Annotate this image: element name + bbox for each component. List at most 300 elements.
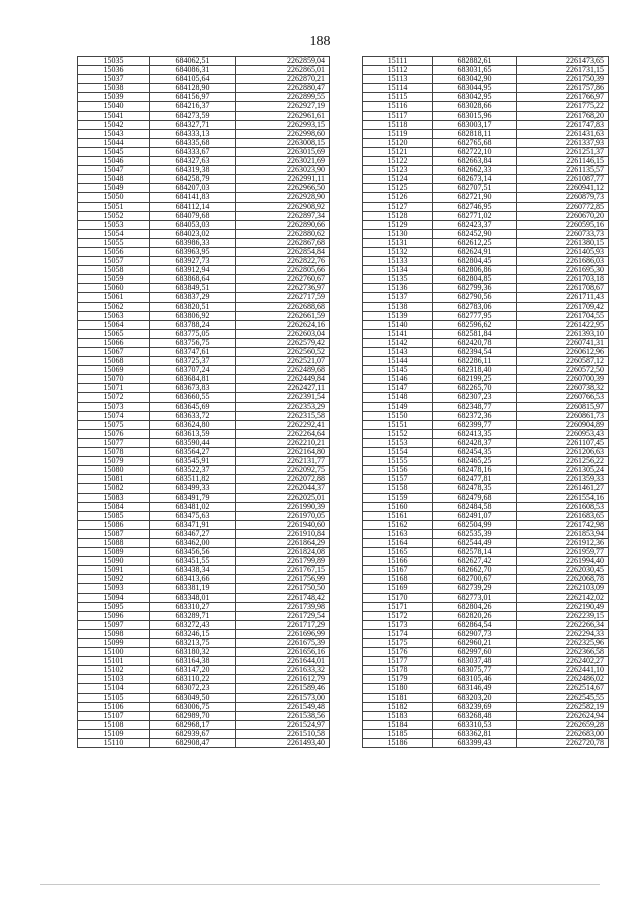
x-coordinate-cell: 682581,84 — [433, 329, 517, 338]
y-coordinate-cell: 2262870,21 — [236, 75, 330, 84]
point-number-cell: 15054 — [78, 229, 150, 238]
x-coordinate-cell: 682624,91 — [433, 247, 517, 256]
table-row — [78, 184, 330, 193]
x-coordinate-cell: 683788,24 — [150, 320, 236, 329]
point-number-cell: 15151 — [363, 420, 433, 429]
x-coordinate-cell: 683912,94 — [150, 266, 236, 275]
x-coordinate-cell: 682790,56 — [433, 293, 517, 302]
x-coordinate-cell: 683451,55 — [150, 557, 236, 566]
point-number-cell: 15165 — [363, 548, 433, 557]
point-number-cell: 15076 — [78, 429, 150, 438]
point-number-cell: 15045 — [78, 147, 150, 156]
y-coordinate-cell: 2262325,96 — [517, 639, 609, 648]
table-row — [363, 620, 609, 629]
x-coordinate-cell: 683003,17 — [433, 120, 517, 129]
point-number-cell: 15094 — [78, 593, 150, 602]
x-coordinate-cell: 683037,48 — [433, 657, 517, 666]
table-row — [363, 129, 609, 138]
table-row — [78, 520, 330, 529]
point-number-cell: 15141 — [363, 329, 433, 338]
x-coordinate-cell: 683522,37 — [150, 466, 236, 475]
point-number-cell: 15136 — [363, 284, 433, 293]
x-coordinate-cell: 683775,05 — [150, 329, 236, 338]
point-number-cell: 15035 — [78, 57, 150, 66]
table-row — [363, 711, 609, 720]
point-number-cell: 15169 — [363, 584, 433, 593]
x-coordinate-cell: 682484,58 — [433, 502, 517, 511]
y-coordinate-cell: 2260572,50 — [517, 366, 609, 375]
point-number-cell: 15111 — [363, 57, 433, 66]
x-coordinate-cell: 682968,17 — [150, 720, 236, 729]
table-row — [78, 166, 330, 175]
x-coordinate-cell: 684112,14 — [150, 202, 236, 211]
point-number-cell: 15085 — [78, 511, 150, 520]
y-coordinate-cell: 2262865,01 — [236, 66, 330, 75]
y-coordinate-cell: 2262315,58 — [236, 411, 330, 420]
point-number-cell: 15047 — [78, 166, 150, 175]
point-number-cell: 15118 — [363, 120, 433, 129]
point-number-cell: 15162 — [363, 520, 433, 529]
y-coordinate-cell: 2262966,50 — [236, 184, 330, 193]
y-coordinate-cell: 2260733,73 — [517, 229, 609, 238]
y-coordinate-cell: 2262624,16 — [236, 320, 330, 329]
point-number-cell: 15137 — [363, 293, 433, 302]
x-coordinate-cell: 684023,02 — [150, 229, 236, 238]
y-coordinate-cell: 2262880,47 — [236, 84, 330, 93]
y-coordinate-cell: 2261686,03 — [517, 257, 609, 266]
point-number-cell: 15096 — [78, 611, 150, 620]
y-coordinate-cell: 2261573,00 — [236, 693, 330, 702]
y-coordinate-cell: 2262867,68 — [236, 238, 330, 247]
point-number-cell: 15072 — [78, 393, 150, 402]
point-number-cell: 15088 — [78, 538, 150, 547]
y-coordinate-cell: 2261633,32 — [236, 666, 330, 675]
y-coordinate-cell: 2260904,89 — [517, 420, 609, 429]
point-number-cell: 15146 — [363, 375, 433, 384]
point-number-cell: 15155 — [363, 457, 433, 466]
table-row — [363, 657, 609, 666]
x-coordinate-cell: 683756,75 — [150, 338, 236, 347]
table-row — [78, 175, 330, 184]
table-row — [363, 211, 609, 220]
table-row — [363, 75, 609, 84]
point-number-cell: 15115 — [363, 93, 433, 102]
x-coordinate-cell: 682399,77 — [433, 420, 517, 429]
x-coordinate-cell: 682478,35 — [433, 484, 517, 493]
point-number-cell: 15153 — [363, 438, 433, 447]
table-row — [363, 438, 609, 447]
y-coordinate-cell: 2262266,34 — [517, 620, 609, 629]
point-number-cell: 15092 — [78, 575, 150, 584]
y-coordinate-cell: 2262927,19 — [236, 102, 330, 111]
y-coordinate-cell: 2261731,15 — [517, 66, 609, 75]
x-coordinate-cell: 683613,59 — [150, 429, 236, 438]
y-coordinate-cell: 2262239,15 — [517, 611, 609, 620]
point-number-cell: 15043 — [78, 129, 150, 138]
point-number-cell: 15039 — [78, 93, 150, 102]
coordinate-table-left — [77, 56, 330, 748]
point-number-cell: 15185 — [363, 729, 433, 738]
x-coordinate-cell: 683986,33 — [150, 238, 236, 247]
y-coordinate-cell: 2261695,30 — [517, 266, 609, 275]
x-coordinate-cell: 683806,92 — [150, 311, 236, 320]
x-coordinate-cell: 683849,51 — [150, 284, 236, 293]
table-row — [78, 720, 330, 729]
point-number-cell: 15163 — [363, 529, 433, 538]
y-coordinate-cell: 2262805,66 — [236, 266, 330, 275]
table-row — [78, 438, 330, 447]
y-coordinate-cell: 2262545,55 — [517, 693, 609, 702]
x-coordinate-cell: 682413,35 — [433, 429, 517, 438]
y-coordinate-cell: 2262683,00 — [517, 729, 609, 738]
x-coordinate-cell: 683075,77 — [433, 666, 517, 675]
x-coordinate-cell: 684079,68 — [150, 211, 236, 220]
y-coordinate-cell: 2262560,52 — [236, 348, 330, 357]
point-number-cell: 15053 — [78, 220, 150, 229]
table-row — [363, 402, 609, 411]
y-coordinate-cell: 2261990,39 — [236, 502, 330, 511]
x-coordinate-cell: 682428,37 — [433, 438, 517, 447]
table-row — [363, 538, 609, 547]
x-coordinate-cell: 683471,91 — [150, 520, 236, 529]
point-number-cell: 15064 — [78, 320, 150, 329]
table-row — [78, 366, 330, 375]
y-coordinate-cell: 2262859,04 — [236, 57, 330, 66]
y-coordinate-cell: 2262030,45 — [517, 566, 609, 575]
y-coordinate-cell: 2263008,15 — [236, 138, 330, 147]
point-number-cell: 15116 — [363, 102, 433, 111]
table-row — [78, 711, 330, 720]
y-coordinate-cell: 2262391,54 — [236, 393, 330, 402]
y-coordinate-cell: 2262991,11 — [236, 175, 330, 184]
point-number-cell: 15158 — [363, 484, 433, 493]
x-coordinate-cell: 682804,26 — [433, 602, 517, 611]
point-number-cell: 15147 — [363, 384, 433, 393]
point-number-cell: 15143 — [363, 348, 433, 357]
table-row — [363, 675, 609, 684]
point-number-cell: 15180 — [363, 684, 433, 693]
y-coordinate-cell: 2262624,94 — [517, 711, 609, 720]
x-coordinate-cell: 682662,70 — [433, 566, 517, 575]
y-coordinate-cell: 2262688,68 — [236, 302, 330, 311]
table-row — [78, 429, 330, 438]
y-coordinate-cell: 2261589,46 — [236, 684, 330, 693]
y-coordinate-cell: 2261549,48 — [236, 702, 330, 711]
point-number-cell: 15144 — [363, 357, 433, 366]
x-coordinate-cell: 683747,61 — [150, 348, 236, 357]
table-row — [363, 648, 609, 657]
point-number-cell: 15170 — [363, 593, 433, 602]
x-coordinate-cell: 682286,11 — [433, 357, 517, 366]
table-row — [363, 729, 609, 738]
x-coordinate-cell: 684333,67 — [150, 147, 236, 156]
table-row — [78, 157, 330, 166]
y-coordinate-cell: 2262441,10 — [517, 666, 609, 675]
x-coordinate-cell: 683673,83 — [150, 384, 236, 393]
y-coordinate-cell: 2261959,77 — [517, 548, 609, 557]
table-row — [78, 329, 330, 338]
x-coordinate-cell: 683633,72 — [150, 411, 236, 420]
x-coordinate-cell: 682773,01 — [433, 593, 517, 602]
table-row — [363, 466, 609, 475]
x-coordinate-cell: 683348,01 — [150, 593, 236, 602]
point-number-cell: 15110 — [78, 739, 150, 748]
x-coordinate-cell: 683868,64 — [150, 275, 236, 284]
table-row — [78, 138, 330, 147]
table-row — [363, 138, 609, 147]
table-row — [78, 702, 330, 711]
x-coordinate-cell: 683246,15 — [150, 629, 236, 638]
point-number-cell: 15106 — [78, 702, 150, 711]
table-row — [78, 57, 330, 66]
table-row — [363, 575, 609, 584]
table-row — [78, 502, 330, 511]
table-row — [363, 511, 609, 520]
table-row — [78, 111, 330, 120]
table-row — [78, 311, 330, 320]
table-row — [78, 302, 330, 311]
y-coordinate-cell: 2261940,60 — [236, 520, 330, 529]
x-coordinate-cell: 682804,85 — [433, 275, 517, 284]
x-coordinate-cell: 683006,75 — [150, 702, 236, 711]
y-coordinate-cell: 2261708,67 — [517, 284, 609, 293]
table-row — [363, 484, 609, 493]
table-row — [78, 247, 330, 256]
point-number-cell: 15105 — [78, 693, 150, 702]
table-row — [363, 57, 609, 66]
x-coordinate-cell: 684086,31 — [150, 66, 236, 75]
x-coordinate-cell: 682997,60 — [433, 648, 517, 657]
x-coordinate-cell: 682908,47 — [150, 739, 236, 748]
y-coordinate-cell: 2260700,39 — [517, 375, 609, 384]
point-number-cell: 15048 — [78, 175, 150, 184]
x-coordinate-cell: 683820,51 — [150, 302, 236, 311]
table-row — [363, 166, 609, 175]
point-number-cell: 15181 — [363, 693, 433, 702]
y-coordinate-cell: 2261742,98 — [517, 520, 609, 529]
y-coordinate-cell: 2262998,60 — [236, 129, 330, 138]
x-coordinate-cell: 682700,67 — [433, 575, 517, 584]
table-row — [363, 66, 609, 75]
table-row — [78, 629, 330, 638]
y-coordinate-cell: 2262068,78 — [517, 575, 609, 584]
x-coordinate-cell: 684128,90 — [150, 84, 236, 93]
y-coordinate-cell: 2261251,37 — [517, 147, 609, 156]
y-coordinate-cell: 2262092,75 — [236, 466, 330, 475]
table-row — [78, 393, 330, 402]
y-coordinate-cell: 2261305,24 — [517, 466, 609, 475]
table-row — [363, 684, 609, 693]
table-row — [78, 602, 330, 611]
point-number-cell: 15138 — [363, 302, 433, 311]
point-number-cell: 15089 — [78, 548, 150, 557]
y-coordinate-cell: 2262736,97 — [236, 284, 330, 293]
point-number-cell: 15042 — [78, 120, 150, 129]
x-coordinate-cell: 683491,79 — [150, 493, 236, 502]
x-coordinate-cell: 683110,22 — [150, 675, 236, 684]
point-number-cell: 15046 — [78, 157, 150, 166]
x-coordinate-cell: 684327,71 — [150, 120, 236, 129]
y-coordinate-cell: 2261912,36 — [517, 538, 609, 547]
y-coordinate-cell: 2261107,45 — [517, 438, 609, 447]
table-row — [363, 157, 609, 166]
x-coordinate-cell: 682318,40 — [433, 366, 517, 375]
y-coordinate-cell: 2261703,18 — [517, 275, 609, 284]
x-coordinate-cell: 684156,97 — [150, 93, 236, 102]
point-number-cell: 15176 — [363, 648, 433, 657]
table-row — [78, 511, 330, 520]
point-number-cell: 15100 — [78, 648, 150, 657]
table-row — [363, 384, 609, 393]
x-coordinate-cell: 684319,38 — [150, 166, 236, 175]
x-coordinate-cell: 682627,42 — [433, 557, 517, 566]
y-coordinate-cell: 2262190,49 — [517, 602, 609, 611]
x-coordinate-cell: 683456,56 — [150, 548, 236, 557]
x-coordinate-cell: 682477,81 — [433, 475, 517, 484]
point-number-cell: 15101 — [78, 657, 150, 666]
y-coordinate-cell: 2262579,42 — [236, 338, 330, 347]
y-coordinate-cell: 2261608,53 — [517, 502, 609, 511]
y-coordinate-cell: 2261747,83 — [517, 120, 609, 129]
x-coordinate-cell: 682491,07 — [433, 511, 517, 520]
x-coordinate-cell: 683105,46 — [433, 675, 517, 684]
table-row — [78, 693, 330, 702]
point-number-cell: 15074 — [78, 411, 150, 420]
x-coordinate-cell: 684258,79 — [150, 175, 236, 184]
y-coordinate-cell: 2261756,99 — [236, 575, 330, 584]
table-row — [78, 102, 330, 111]
y-coordinate-cell: 2262961,61 — [236, 111, 330, 120]
table-row — [363, 184, 609, 193]
x-coordinate-cell: 683725,37 — [150, 357, 236, 366]
point-number-cell: 15104 — [78, 684, 150, 693]
point-number-cell: 15171 — [363, 602, 433, 611]
x-coordinate-cell: 683042,90 — [433, 75, 517, 84]
x-coordinate-cell: 682722,10 — [433, 147, 517, 156]
x-coordinate-cell: 682452,90 — [433, 229, 517, 238]
table-row — [363, 302, 609, 311]
y-coordinate-cell: 2261775,22 — [517, 102, 609, 111]
point-number-cell: 15083 — [78, 493, 150, 502]
point-number-cell: 15077 — [78, 438, 150, 447]
x-coordinate-cell: 683564,27 — [150, 448, 236, 457]
x-coordinate-cell: 682777,95 — [433, 311, 517, 320]
point-number-cell: 15168 — [363, 575, 433, 584]
point-number-cell: 15173 — [363, 620, 433, 629]
point-number-cell: 15070 — [78, 375, 150, 384]
y-coordinate-cell: 2261644,01 — [236, 657, 330, 666]
y-coordinate-cell: 2260861,73 — [517, 411, 609, 420]
x-coordinate-cell: 684141,83 — [150, 193, 236, 202]
y-coordinate-cell: 2261256,22 — [517, 457, 609, 466]
x-coordinate-cell: 682818,11 — [433, 129, 517, 138]
point-number-cell: 15081 — [78, 475, 150, 484]
table-row — [78, 93, 330, 102]
y-coordinate-cell: 2261612,79 — [236, 675, 330, 684]
y-coordinate-cell: 2261405,93 — [517, 247, 609, 256]
y-coordinate-cell: 2261393,10 — [517, 329, 609, 338]
table-row — [78, 620, 330, 629]
x-coordinate-cell: 682265,70 — [433, 384, 517, 393]
table-row — [363, 266, 609, 275]
table-row — [363, 348, 609, 357]
table-row — [363, 475, 609, 484]
table-row — [363, 247, 609, 256]
table-row — [78, 566, 330, 575]
table-row — [363, 429, 609, 438]
y-coordinate-cell: 2261717,29 — [236, 620, 330, 629]
point-number-cell: 15112 — [363, 66, 433, 75]
y-coordinate-cell: 2262489,68 — [236, 366, 330, 375]
y-coordinate-cell: 2262294,33 — [517, 629, 609, 638]
point-number-cell: 15093 — [78, 584, 150, 593]
table-row — [78, 420, 330, 429]
x-coordinate-cell: 683963,95 — [150, 247, 236, 256]
point-number-cell: 15075 — [78, 420, 150, 429]
table-row — [78, 557, 330, 566]
table-row — [78, 411, 330, 420]
y-coordinate-cell: 2260738,32 — [517, 384, 609, 393]
point-number-cell: 15152 — [363, 429, 433, 438]
y-coordinate-cell: 2261970,05 — [236, 511, 330, 520]
table-row — [363, 529, 609, 538]
y-coordinate-cell: 2261135,57 — [517, 166, 609, 175]
x-coordinate-cell: 683684,81 — [150, 375, 236, 384]
x-coordinate-cell: 683381,19 — [150, 584, 236, 593]
x-coordinate-cell: 683660,55 — [150, 393, 236, 402]
table-row — [78, 684, 330, 693]
x-coordinate-cell: 683213,75 — [150, 639, 236, 648]
point-number-cell: 15114 — [363, 84, 433, 93]
table-row — [78, 147, 330, 156]
table-row — [363, 611, 609, 620]
point-number-cell: 15135 — [363, 275, 433, 284]
y-coordinate-cell: 2262142,02 — [517, 593, 609, 602]
point-number-cell: 15049 — [78, 184, 150, 193]
x-coordinate-cell: 682746,95 — [433, 202, 517, 211]
point-number-cell: 15120 — [363, 138, 433, 147]
y-coordinate-cell: 2262044,37 — [236, 484, 330, 493]
point-number-cell: 15073 — [78, 402, 150, 411]
x-coordinate-cell: 683837,29 — [150, 293, 236, 302]
table-row — [78, 466, 330, 475]
x-coordinate-cell: 683072,23 — [150, 684, 236, 693]
x-coordinate-cell: 684062,51 — [150, 57, 236, 66]
table-row — [78, 538, 330, 547]
point-number-cell: 15069 — [78, 366, 150, 375]
table-row — [78, 529, 330, 538]
point-number-cell: 15167 — [363, 566, 433, 575]
table-row — [78, 384, 330, 393]
table-row — [78, 593, 330, 602]
point-number-cell: 15186 — [363, 739, 433, 748]
x-coordinate-cell: 682394,54 — [433, 348, 517, 357]
x-coordinate-cell: 683042,95 — [433, 93, 517, 102]
y-coordinate-cell: 2262899,55 — [236, 93, 330, 102]
point-number-cell: 15142 — [363, 338, 433, 347]
point-number-cell: 15159 — [363, 493, 433, 502]
point-number-cell: 15156 — [363, 466, 433, 475]
table-row — [78, 357, 330, 366]
x-coordinate-cell: 682663,84 — [433, 157, 517, 166]
table-row — [78, 375, 330, 384]
y-coordinate-cell: 2262486,02 — [517, 675, 609, 684]
y-coordinate-cell: 2261380,15 — [517, 238, 609, 247]
y-coordinate-cell: 2261087,77 — [517, 175, 609, 184]
y-coordinate-cell: 2262521,07 — [236, 357, 330, 366]
y-coordinate-cell: 2263015,69 — [236, 147, 330, 156]
table-row — [78, 202, 330, 211]
